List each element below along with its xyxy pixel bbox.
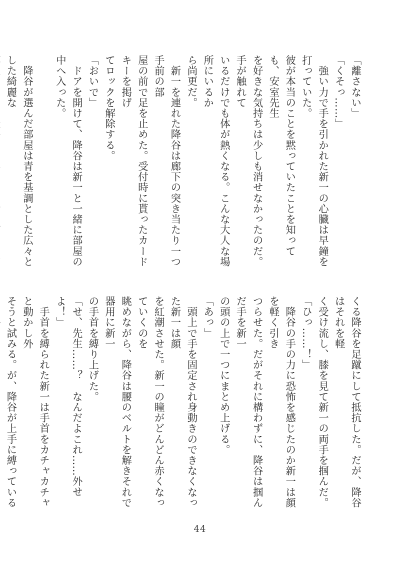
text-line [34,55,50,277]
text-line: そうと試みる。が、降谷が上手に縛っている [4,296,16,508]
text-line: の頭の上で一つにまとめ上げる。 [217,296,229,455]
text-line [0,55,1,277]
text-line: の手首を縛り上げた。 [86,296,98,402]
text-line: つらせた。だがそれに構わずに、降谷は掴んだ手を新一 [234,296,262,508]
text-line: 「ひっ……！」 [299,296,311,371]
text-line: 新一を連れた降谷は廊下の突き当たり一つ手前の部 [152,55,180,267]
text-line: 降谷の手の力に恐怖を感じたのか新一は顔を軽く引き [266,296,295,508]
text-line: 「あっ」 [201,296,213,339]
text-line: 手首を縛られた新一は手首をカチャカチャと動かし外 [20,296,49,508]
upper-text-block [4,55,362,277]
text-line: ドアを開けて、降谷は新一と一緒に部屋の中へ入った。 [53,55,82,267]
text-line: 「せ、先生……？ なんだよこれ……外せよ！」 [53,296,82,498]
page-number: 44 [193,525,207,535]
text-line: 「おいで」 [86,55,98,108]
text-line: 屋の前で足を止めた。受付時に貰ったカードキーを掲げ [119,55,147,267]
text-line: 降谷が選んだ部屋は青を基調とした広々とした綺麗な [4,55,32,267]
text-line: を好きな気持ちは少しも消せなかったのだ。手が触れて [234,55,262,267]
text-line: いるだけでも体が熱くなる。こんな大人な場所にいるか [201,55,229,267]
lower-text-block [4,296,362,518]
text-line: く受け流し、膝を見て新一の両手を掴んだ。 [316,296,328,508]
text-line: 彼が本当のことを黙っていたことを知っても、安室先生 [266,55,295,257]
text-line: 強い力で手を引かれた新一の心臓は早鐘を打っていた。 [299,55,328,267]
text-line: 「離さない」 [349,55,360,119]
text-line: くる降谷を足蹴にして抵抗した。だが、降谷はそれを軽 [332,296,360,508]
text-line: てロックを解除する。 [102,55,114,161]
text-line: 「くそっ……」 [332,55,344,130]
text-line: ら尚更だ。 [184,55,196,108]
text-line: を紅潮させた。新一の瞳がどんどん赤くなっていくのを [135,296,164,508]
text-line: 頭上で手を固定され身動きのできなくなった新一は顔 [168,296,196,508]
text-line: 眺めながら、降谷は腰のベルトを解きそれで器用に新一 [102,296,131,508]
